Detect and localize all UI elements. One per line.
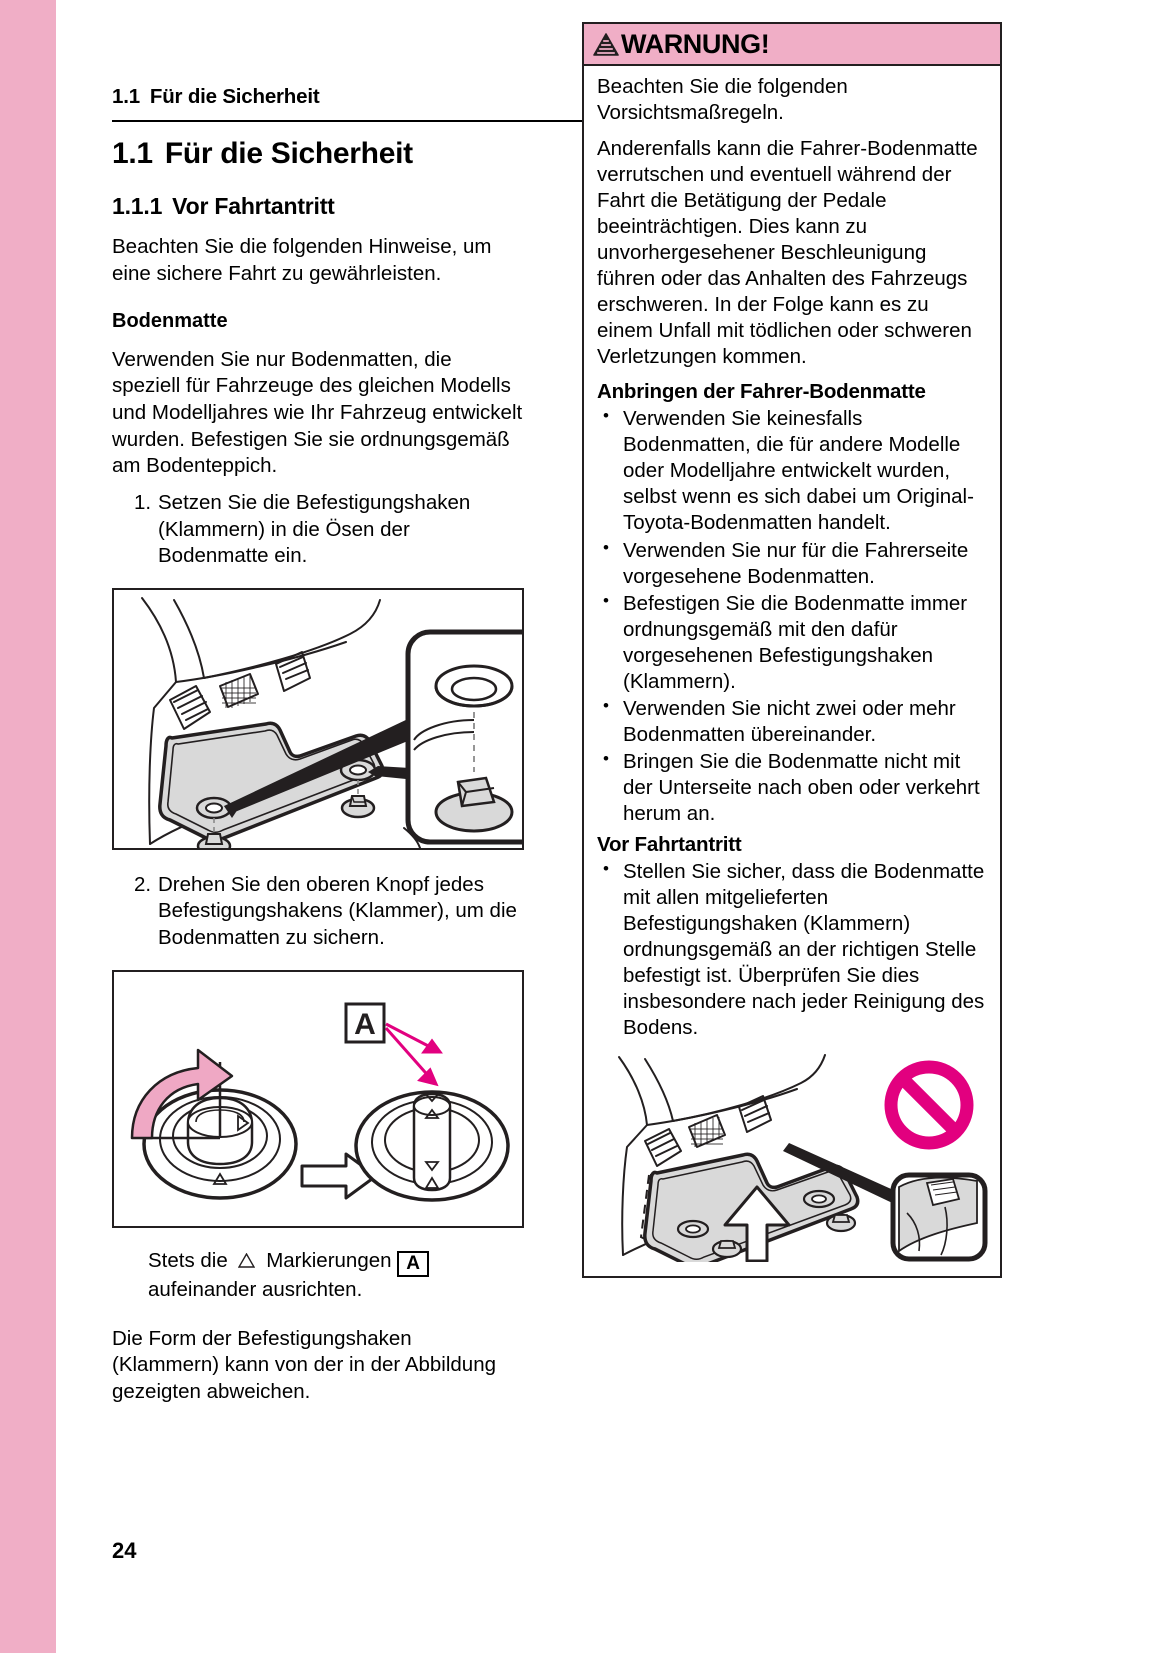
section-number: 1.1	[112, 137, 153, 170]
subsection-number: 1.1.1	[112, 193, 163, 220]
list-item: • Bringen Sie die Bodenmatte nicht mit der Unterseite nach oben oder verkehrt herum an.	[597, 749, 988, 827]
page-content	[112, 0, 1002, 1653]
right-column	[582, 22, 1002, 1278]
figure-callout-letter-a: A	[354, 1007, 376, 1041]
page-number: 24	[112, 1538, 137, 1563]
alignment-note-prefix: Stets die	[148, 1248, 228, 1272]
warning-group2-heading: Vor Fahrtantritt	[597, 832, 742, 856]
warning-body: Anderenfalls kann die Fahrer-Bodenmatte verrutschen und eventuell während der Fahrt die Betätigung der Pedale beeinträchtigen. Dies kann zu unvorhergesehener Beschleunigung führen oder das Anhalten des Fahrzeugs erschweren. In der Folge kann es zu einem Unfall mit tödlichen oder schweren Verletzungen kommen.	[597, 137, 978, 369]
intro-paragraph: Beachten Sie die folgenden Hinweise, um eine sichere Fahrt zu gewährleisten.	[112, 235, 492, 286]
alignment-note-middle: Markierungen	[266, 1248, 392, 1272]
floor-mat-hooks-svg	[114, 590, 522, 848]
alignment-note-suffix: aufeinander ausrichten.	[148, 1277, 363, 1301]
step-marker: 1.	[134, 490, 152, 514]
step-marker: 2.	[134, 872, 152, 896]
section-heading	[112, 136, 524, 171]
floor-mat-paragraph: Verwenden Sie nur Bodenmatten, die speziell für Fahrzeuge des gleichen Modells und Modelljahres wie Ihr Fahrzeug entwickelt wurden. Befestigen Sie sie ordnungsgemäß am Bodenteppich.	[112, 347, 523, 478]
warning-group2-list	[597, 859, 988, 1041]
warning-group1-heading: Anbringen der Fahrer-Bodenmatte	[597, 380, 926, 404]
step-text: Setzen Sie die Befestigungshaken (Klammern) in die Ösen der Bodenmatte ein.	[158, 490, 471, 568]
left-column	[112, 136, 524, 1406]
step-text: Drehen Sie den oberen Knopf jedes Befestigungshakens (Klammer), um die Bodenmatten zu sichern.	[158, 872, 517, 950]
warning-intro: Beachten Sie die folgenden Vorsichtsmaßregeln.	[597, 75, 848, 125]
list-item	[112, 490, 524, 570]
list-item: • Verwenden Sie nicht zwei oder mehr Bodenmatten übereinander.	[597, 696, 988, 748]
figure-floor-mat-hooks	[112, 588, 524, 850]
running-header-number: 1.1	[112, 85, 140, 108]
list-item: • Verwenden Sie nur für die Fahrerseite vorgesehene Bodenmatten.	[597, 538, 988, 590]
alignment-note	[148, 1248, 524, 1304]
figure-knob-turn	[112, 970, 524, 1228]
warning-box-header	[584, 24, 1000, 66]
list-item: • Stellen Sie sicher, dass die Bodenmatte mit allen mitgelieferten Befestigungshaken (Klammern) ordnungsgemäß an der richtigen Stelle befestigt ist. Überprüfen Sie dies insbesondere nach jeder Reinigung des Bodens.	[597, 859, 988, 1041]
prohibition-icon	[891, 1067, 967, 1143]
page-edge-tab	[0, 0, 56, 1653]
list-item: • Befestigen Sie die Bodenmatte immer ordnungsgemäß mit den dafür vorgesehenen Befestigungshaken (Klammern).	[597, 591, 988, 695]
warning-triangle-icon	[593, 33, 619, 56]
warning-box-body	[584, 66, 1000, 1276]
warning-group1-list	[597, 406, 988, 827]
list-item	[112, 872, 524, 952]
warning-box-label: WARNUNG!	[621, 28, 770, 59]
running-header-title: Für die Sicherheit	[149, 85, 320, 108]
alignment-note-tag: A	[397, 1251, 429, 1277]
knob-turn-svg	[114, 972, 522, 1226]
shape-note: Die Form der Befestigungshaken (Klammern) kann von der in der Abbildung gezeigten abweichen.	[112, 1326, 497, 1403]
figure-mat-upside-down	[597, 1047, 990, 1262]
mat-upside-down-svg	[597, 1047, 990, 1262]
list-item: • Verwenden Sie keinesfalls Bodenmatten, die für andere Modelle oder Modelljahre entwickelt wurden, selbst wenn es sich dabei um Original-Toyota-Bodenmatten handelt.	[597, 406, 988, 536]
steps-list-second	[112, 872, 524, 952]
subsection-heading	[112, 193, 524, 220]
section-title: Für die Sicherheit	[164, 137, 413, 170]
warning-box	[582, 22, 1002, 1278]
subsection-title: Vor Fahrtantritt	[172, 193, 335, 220]
triangle-marker-icon	[238, 1249, 255, 1264]
steps-list-first	[112, 490, 524, 570]
floor-mat-heading: Bodenmatte	[112, 309, 228, 332]
